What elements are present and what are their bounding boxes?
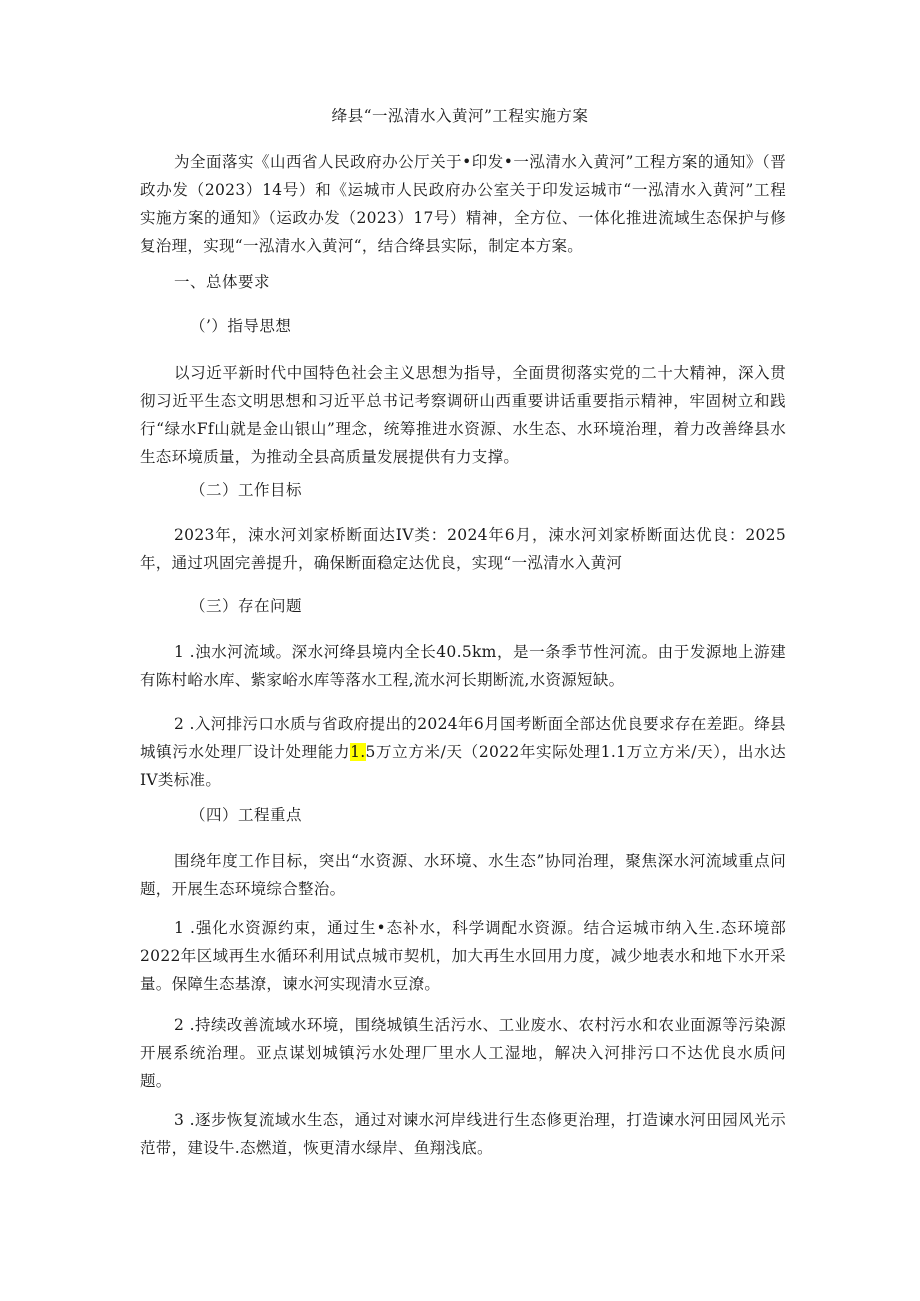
task-1-paragraph: 1 .强化水资源约束，通过生•态补水，科学调配水资源。结合运城市纳入生.态环境部2022年区域再生水循环利用试点城市契机，加大再生水回用力度，减少地表水和地下水开采量。保障生态基潦，谏水河实现清水豆潦。 — [140, 919, 786, 993]
task-2-paragraph: 2 .持续改善流域水环境，围绕城镇生活污水、工业废水、农村污水和农业面源等污染源开展系统治理。亚点谋划城镇污水处理厂里水人工湿地，解决入河排污口不达优良水质问题。 — [140, 1016, 786, 1090]
highlighted-capacity-value: 1. — [350, 743, 366, 761]
subheading-existing-problems: （三）存在问题 — [190, 597, 303, 615]
issue-2-text-after: 5万立方米/天（2022年实际处理1.1万立方米/天），出水达IV类标准。 — [140, 743, 786, 789]
document-title: 绛县“一泓清水入黄河”工程实施方案 — [331, 107, 589, 125]
subheading-guiding-ideology: （’）指导思想 — [190, 317, 292, 335]
project-focus-paragraph: 围绕年度工作目标，突出“水资源、水环境、水生态”协同治理，聚焦深水河流域重点问题，开展生态环境综合整治。 — [140, 852, 786, 898]
section-heading-general-requirements: 一、总体要求 — [174, 273, 271, 291]
subheading-work-goals: （二）工作目标 — [190, 481, 303, 499]
issue-2-text-before: 2 .入河排污口水质与省政府提出的2024年6月国考断面全部达优良要求存在差距。绛县城镇污水处理厂设计处理能力 — [140, 715, 786, 761]
task-3-paragraph: 3 .逐步恢复流域水生态，通过对谏水河岸线进行生态修更治理，打造谏水河田园风光示范带，建设牛.态燃道，恢更清水绿岸、鱼翔浅底。 — [140, 1111, 786, 1157]
issue-1-paragraph: 1 .浊水河流域。深水河绛县境内全长40.5km，是一条季节性河流。由于发源地上游建有陈村峪水库、紫家峪水库等落水工程,流水河长期断流,水资源短缺。 — [140, 643, 786, 689]
issue-2-paragraph — [140, 710, 786, 794]
work-goals-paragraph: 2023年，涑水河刘家桥断面达IV类：2024年6月，涑水河刘家桥断面达优良：2025年，通过巩固完善提升，确保断面稳定达优良，实现“一泓清水入黄河 — [140, 526, 786, 572]
guiding-ideology-paragraph: 以习近平新时代中国特色社会主义思想为指导，全面贯彻落实党的二十大精神，深入贯彻习近平生态文明思想和习近平总书记考察调研山西重要讲话重要指示精神，牢固树立和践行“绿水Ff山就是金山银山”理念，统筹推进水资源、水生态、水环境治理，着力改善绛县水生态环境质量，为推动全县高质量发展提供有力支撑。 — [140, 364, 786, 466]
intro-paragraph: 为全面落实《山西省人民政府办公厅关于•印发•一泓清水入黄河”工程方案的通知》（晋政办发（2023）14号）和《运城市人民政府办公室关于印发运城市“一泓清水入黄河”工程实施方案的通知》（运政办发（2023）17号）精神，全方位、一体化推进流域生态保护与修复治理，实现“一泓清水入黄河“，结合绛县实际，制定本方案。 — [140, 153, 786, 255]
subheading-project-focus: （四）工程重点 — [190, 806, 303, 824]
